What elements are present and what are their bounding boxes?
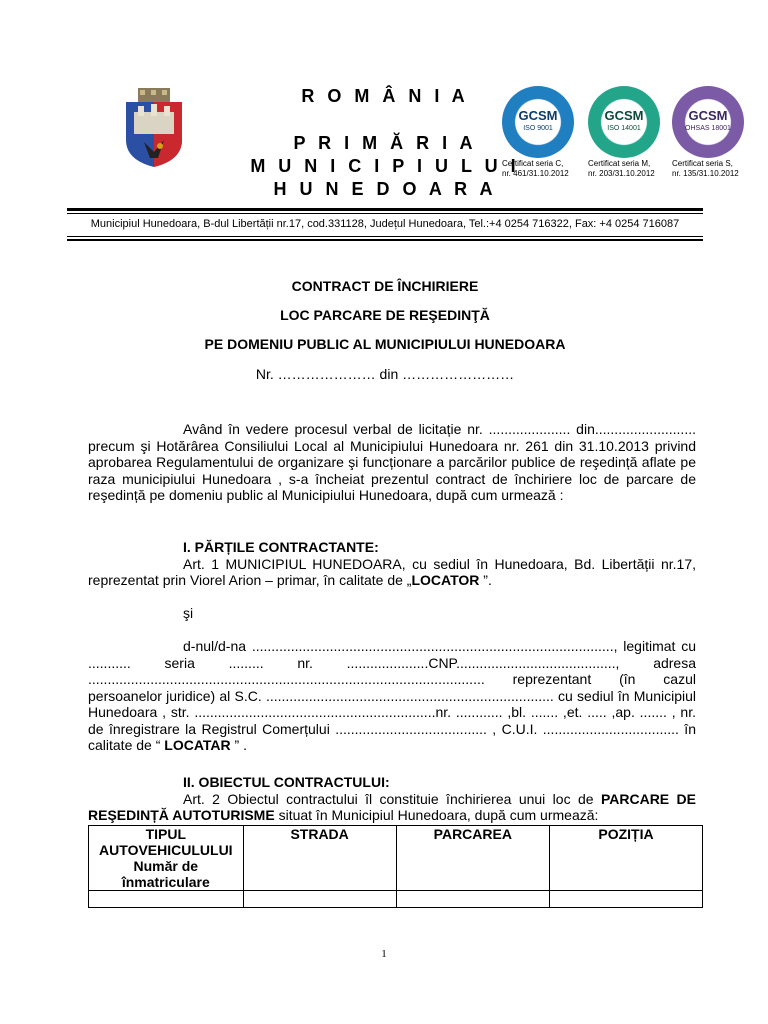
section-object bbox=[88, 774, 696, 824]
contract-subtitle: LOC PARCARE DE REŞEDINŢĂ bbox=[280, 307, 490, 323]
section1-heading: I. PĂRȚILE CONTRACTANTE: bbox=[183, 539, 379, 555]
certificate-iso14001 bbox=[588, 86, 660, 178]
certificate-caption-2: nr. 135/31.10.2012 bbox=[672, 169, 739, 178]
section2-heading: II. OBIECTUL CONTRACTULUI: bbox=[183, 774, 390, 790]
party2-end: ” . bbox=[230, 737, 247, 753]
header-block bbox=[250, 86, 520, 107]
header-text: TIPUL bbox=[145, 826, 187, 842]
certificate-caption-2: nr. 461/31.10.2012 bbox=[502, 169, 569, 178]
party2-paragraph bbox=[88, 638, 696, 754]
table-header-cell: POZIȚIA bbox=[550, 826, 703, 891]
country-title: R O M Â N I A bbox=[301, 86, 469, 106]
header-text: Număr de bbox=[133, 858, 199, 874]
intro-paragraph bbox=[88, 421, 696, 504]
certificate-caption-1: Certificat seria C, bbox=[502, 159, 564, 168]
locatar-label: LOCATAR bbox=[164, 737, 231, 753]
table-cell[interactable] bbox=[396, 891, 549, 908]
table-header-cell bbox=[89, 826, 244, 891]
art1-text: Art. 1 MUNICIPIUL HUNEDOARA, cu sediul în Hunedoara, Bd. Libertății nr.17, reprezentat prin Viorel Arion – primar, în calitate de „ bbox=[88, 555, 696, 588]
art2-paragraph bbox=[88, 791, 696, 824]
and-text: şi bbox=[183, 605, 194, 621]
institution-line-2: M U N I C I P I U L U I bbox=[250, 156, 520, 176]
certificate-ohsas18001 bbox=[672, 86, 744, 178]
contract-subtitle-2: PE DOMENIU PUBLIC AL MUNICIPIULUI HUNEDOARA bbox=[204, 336, 566, 352]
certificate-iso9001 bbox=[502, 86, 574, 178]
institution-line-3: H U N E D O A R A bbox=[273, 179, 497, 199]
page-number: 1 bbox=[381, 948, 387, 960]
art1-end: ”. bbox=[479, 572, 492, 588]
table-cell[interactable] bbox=[89, 891, 244, 908]
section-parties bbox=[88, 539, 696, 589]
vehicle-table bbox=[88, 825, 703, 908]
table-header-row bbox=[89, 826, 703, 891]
seal-text: GCSM bbox=[688, 108, 728, 123]
art2-end: situat în Municipiul Hunedoara, după cum urmează: bbox=[274, 807, 599, 823]
gcsm-seal-icon bbox=[502, 86, 574, 158]
seal-standard: OHSAS 18001 bbox=[685, 125, 731, 132]
address-divider bbox=[67, 236, 703, 237]
address-line: Municipiul Hunedoara, B-dul Libertății nr.17, cod.331128, Județul Hunedoara, Tel.:+4 0254 716322, Fax: +4 0254 716087 bbox=[90, 218, 680, 230]
seal-standard: ISO 9001 bbox=[523, 125, 553, 132]
institution-title bbox=[250, 132, 520, 201]
locator-label: LOCATOR bbox=[411, 572, 480, 588]
seal-standard: ISO 14001 bbox=[607, 125, 641, 132]
address-divider bbox=[67, 239, 703, 241]
intro-text: Având în vedere procesul verbal de licitație nr. ..................... din.......................... precum şi Hotărârea Consiliului Local al Municipiului Hunedoara nr. 261 din 31.10.2013 privind aprobarea Regulamentului de organizare şi funcționare a parcărilor publice de reşedință aflate pe raza municipiului Hunedoara , s-a încheiat prezentul contract de închiriere loc de parcare de reşedință pe domeniu public al Municipiului Hunedoara, după cum urmează : bbox=[88, 421, 696, 503]
gcsm-seal-icon bbox=[672, 86, 744, 158]
header-text: AUTOVEHICULULUI bbox=[99, 842, 233, 858]
certificate-caption-2: nr. 203/31.10.2012 bbox=[588, 169, 655, 178]
table-cell[interactable] bbox=[550, 891, 703, 908]
certificate-caption-1: Certificat seria S, bbox=[672, 159, 733, 168]
hunedoara-coat-of-arms-icon bbox=[124, 88, 184, 168]
header-text: înmatriculare bbox=[121, 874, 210, 890]
gcsm-seal-icon bbox=[588, 86, 660, 158]
party2-text-block bbox=[88, 638, 696, 754]
art1-paragraph bbox=[88, 556, 696, 589]
contract-title: CONTRACT DE ÎNCHIRIERE bbox=[291, 278, 479, 294]
table-cell[interactable] bbox=[243, 891, 396, 908]
and-line bbox=[88, 605, 696, 622]
table-row bbox=[89, 891, 703, 908]
art2-bold: PARCARE DE REŞEDINȚĂ AUTOTURISME bbox=[88, 790, 696, 823]
seal-text: GCSM bbox=[604, 108, 644, 123]
seal-text: GCSM bbox=[518, 108, 558, 123]
header-divider bbox=[67, 213, 703, 214]
table-header-cell: PARCAREA bbox=[396, 826, 549, 891]
party2-text: d-nul/d-na ............................................................................................., legitimat cu ........... seria ......... nr. .....................CNP........................................., adresa ...................................................................................................... reprezentant (în cazul persoanelor juridice) al S.C. .......................................................................... cu sediul în Municipiul Hunedoara , str. ..............................................................nr. ............ ,bl. ....... ,et. ..... ,ap. ....... , nr. de înregistrare la Registrul Comerțului ....................................... , C.U.I. ................................... în calitate de “ bbox=[88, 638, 696, 753]
art2-text: Art. 2 Obiectul contractului îl constituie închirierea unui loc de bbox=[183, 790, 601, 807]
institution-line-1: P R I M Ă R I A bbox=[293, 133, 477, 153]
header-divider bbox=[67, 208, 703, 211]
certificate-caption-1: Certificat seria M, bbox=[588, 159, 651, 168]
contract-number-line: Nr. ………………… din …………………… bbox=[255, 366, 515, 382]
table-header-cell: STRADA bbox=[243, 826, 396, 891]
